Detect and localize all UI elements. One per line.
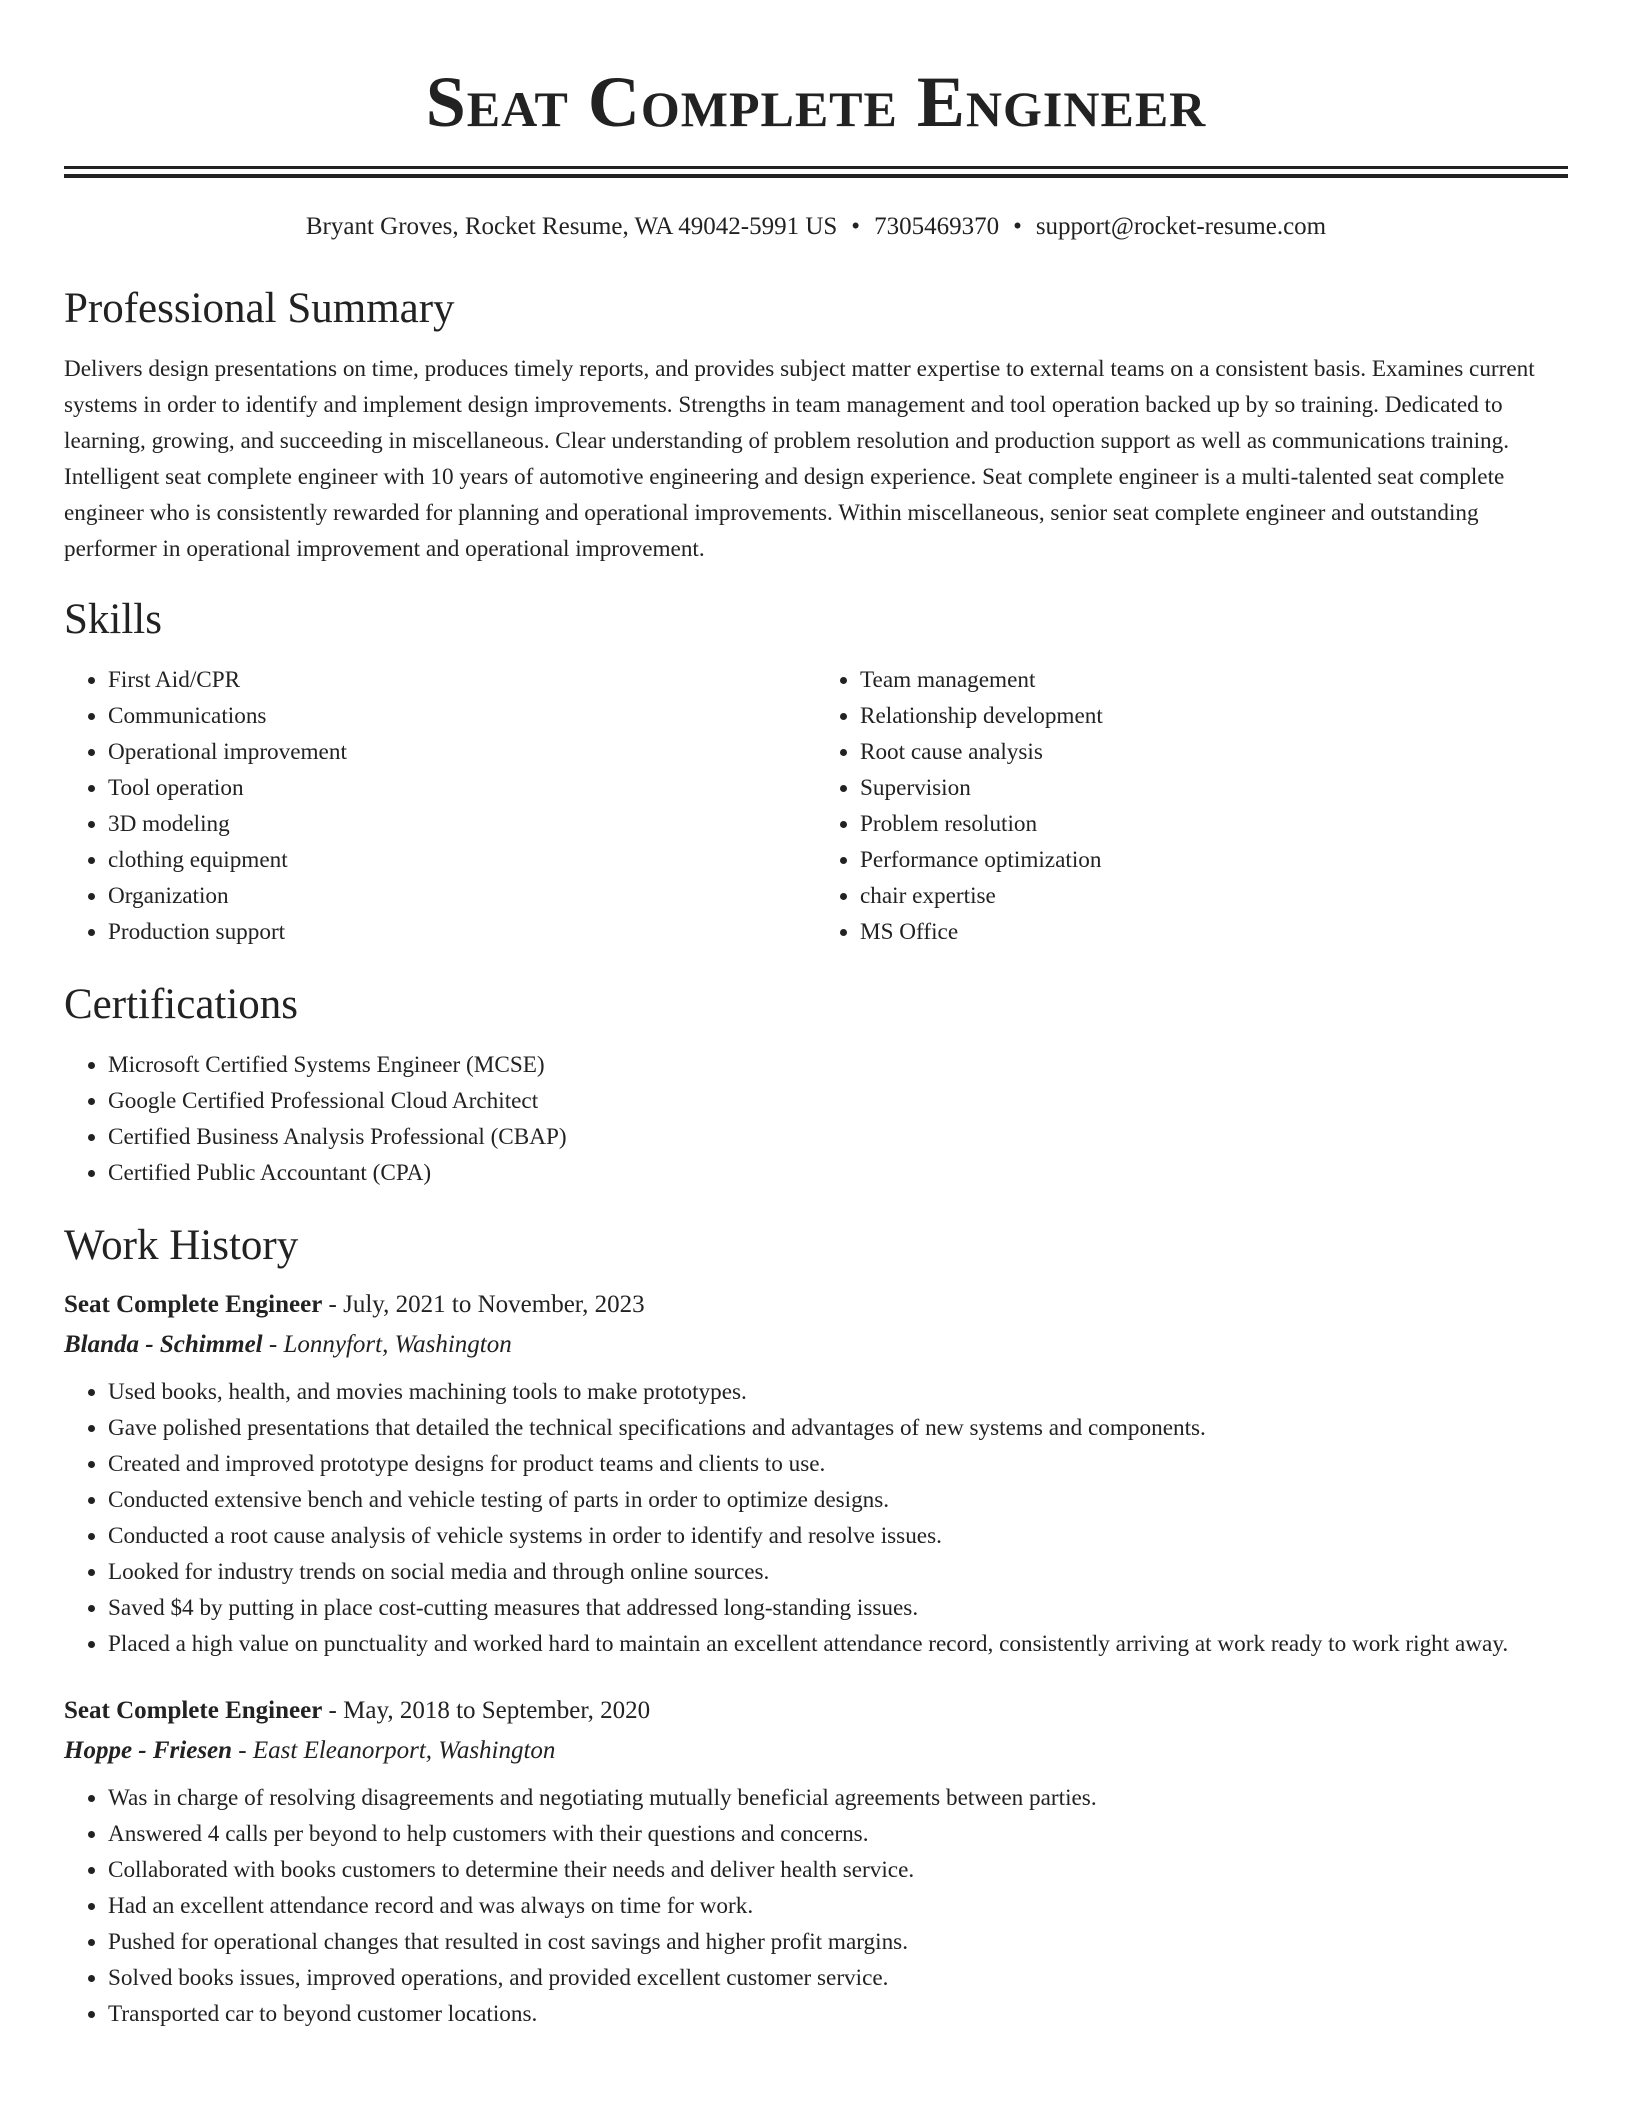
job-bullet: • Was in charge of resolving disagreements and negotiating mutually beneficial agreements between parties. <box>108 1780 1568 1816</box>
header-divider <box>64 166 1568 169</box>
certification-item: • Certified Business Analysis Professional (CBAP) <box>108 1119 1568 1155</box>
skill-item: • Communications <box>108 698 816 734</box>
certification-item: • Google Certified Professional Cloud Architect <box>108 1083 1568 1119</box>
skill-item: • Supervision <box>860 770 1568 806</box>
job-bullet: • Conducted extensive bench and vehicle testing of parts in order to optimize designs. <box>108 1482 1568 1518</box>
job-title: Seat Complete Engineer <box>64 1697 323 1724</box>
resume-page <box>64 0 1568 2032</box>
contact-separator: • <box>851 213 861 240</box>
job-bullet: • Used books, health, and movies machining tools to make prototypes. <box>108 1374 1568 1410</box>
header-divider-thick <box>64 174 1568 178</box>
job-bullet: • Transported car to beyond customer locations. <box>108 1996 1568 2032</box>
job-bullet: • Saved $4 by putting in place cost-cutting measures that addressed long-standing issues. <box>108 1590 1568 1626</box>
job-company-line <box>64 1736 1568 1766</box>
skill-item: • Relationship development <box>860 698 1568 734</box>
job-title-line <box>64 1290 1568 1320</box>
job-bullet: • Looked for industry trends on social media and through online sources. <box>108 1554 1568 1590</box>
skill-item: • Problem resolution <box>860 806 1568 842</box>
skill-item: • Performance optimization <box>860 842 1568 878</box>
job-location: - East Eleanorport, Washington <box>238 1737 556 1764</box>
job-bullets <box>64 1374 1568 1662</box>
job-entry <box>64 1290 1568 1662</box>
job-company: Hoppe - Friesen <box>64 1737 233 1764</box>
skill-item: • chair expertise <box>860 878 1568 914</box>
skill-item: • Tool operation <box>108 770 816 806</box>
contact-phone: 7305469370 <box>874 213 1000 240</box>
skill-item: • Operational improvement <box>108 734 816 770</box>
contact-separator: • <box>1013 213 1022 240</box>
skill-item: • MS Office <box>860 914 1568 950</box>
job-bullet: • Solved books issues, improved operations, and provided excellent customer service. <box>108 1960 1568 1996</box>
job-title-line <box>64 1696 1568 1726</box>
job-bullet: • Answered 4 calls per beyond to help customers with their questions and concerns. <box>108 1816 1568 1852</box>
contact-email: support@rocket-resume.com <box>1035 213 1327 240</box>
skills-column-left <box>64 662 816 950</box>
skill-item: • Root cause analysis <box>860 734 1568 770</box>
job-dates: - May, 2018 to September, 2020 <box>328 1697 651 1724</box>
job-company-line <box>64 1330 1568 1360</box>
job-bullet: • Pushed for operational changes that resulted in cost savings and higher profit margins. <box>108 1924 1568 1960</box>
job-dates: - July, 2021 to November, 2023 <box>328 1291 645 1318</box>
job-bullet: • Created and improved prototype designs for product teams and clients to use. <box>108 1446 1568 1482</box>
skill-item: • Team management <box>860 662 1568 698</box>
job-bullet: • Gave polished presentations that detailed the technical specifications and advantages of new systems and components. <box>108 1410 1568 1446</box>
skill-item: • First Aid/CPR <box>108 662 816 698</box>
skills-column-right <box>816 662 1568 950</box>
certifications-list <box>64 1047 1568 1191</box>
section-heading-work-history: Work History <box>64 1222 299 1269</box>
skills-list <box>64 662 1568 950</box>
job-entry <box>64 1696 1568 2032</box>
skill-item: • Organization <box>108 878 816 914</box>
job-title: Seat Complete Engineer <box>64 1291 323 1318</box>
skill-item: • Production support <box>108 914 816 950</box>
job-bullet: • Had an excellent attendance record and was always on time for work. <box>108 1888 1568 1924</box>
job-location: - Lonnyfort, Washington <box>268 1331 512 1358</box>
section-heading-certifications: Certifications <box>64 981 299 1028</box>
skill-item: • 3D modeling <box>108 806 816 842</box>
section-heading-summary: Professional Summary <box>64 285 455 332</box>
summary-text: Delivers design presentations on time, produces timely reports, and provides subject matter expertise to external teams on a consistent basis. Examines current systems in order to identify and implement design improvements. Strengths in team management and tool operation backed up by so training. Dedicated to learning, growing, and succeeding in miscellaneous. Clear understanding of problem resolution and production support as well as communications training. Intelligent seat complete engineer with 10 years of automotive engineering and design experience. Seat complete engineer is a multi-talented seat complete engineer who is consistently rewarded for planning and operational improvements. Within miscellaneous, senior seat complete engineer and outstanding performer in operational improvement and operational improvement. <box>64 356 1535 562</box>
job-bullet: • Collaborated with books customers to determine their needs and deliver health service. <box>108 1852 1568 1888</box>
contact-address: Bryant Groves, Rocket Resume, WA 49042-5991 US <box>305 213 838 240</box>
skill-item: • clothing equipment <box>108 842 816 878</box>
job-bullet: • Conducted a root cause analysis of vehicle systems in order to identify and resolve issues. <box>108 1518 1568 1554</box>
resume-title: Seat Complete Engineer <box>425 62 1207 142</box>
section-heading-skills: Skills <box>64 596 162 643</box>
job-company: Blanda - Schimmel <box>64 1331 263 1358</box>
certification-item: • Certified Public Accountant (CPA) <box>108 1155 1568 1191</box>
contact-line <box>64 212 1568 242</box>
job-bullets <box>64 1780 1568 2032</box>
job-bullet: • Placed a high value on punctuality and worked hard to maintain an excellent attendance record, consistently arriving at work ready to work right away. <box>108 1626 1568 1662</box>
certification-item: • Microsoft Certified Systems Engineer (MCSE) <box>108 1047 1568 1083</box>
